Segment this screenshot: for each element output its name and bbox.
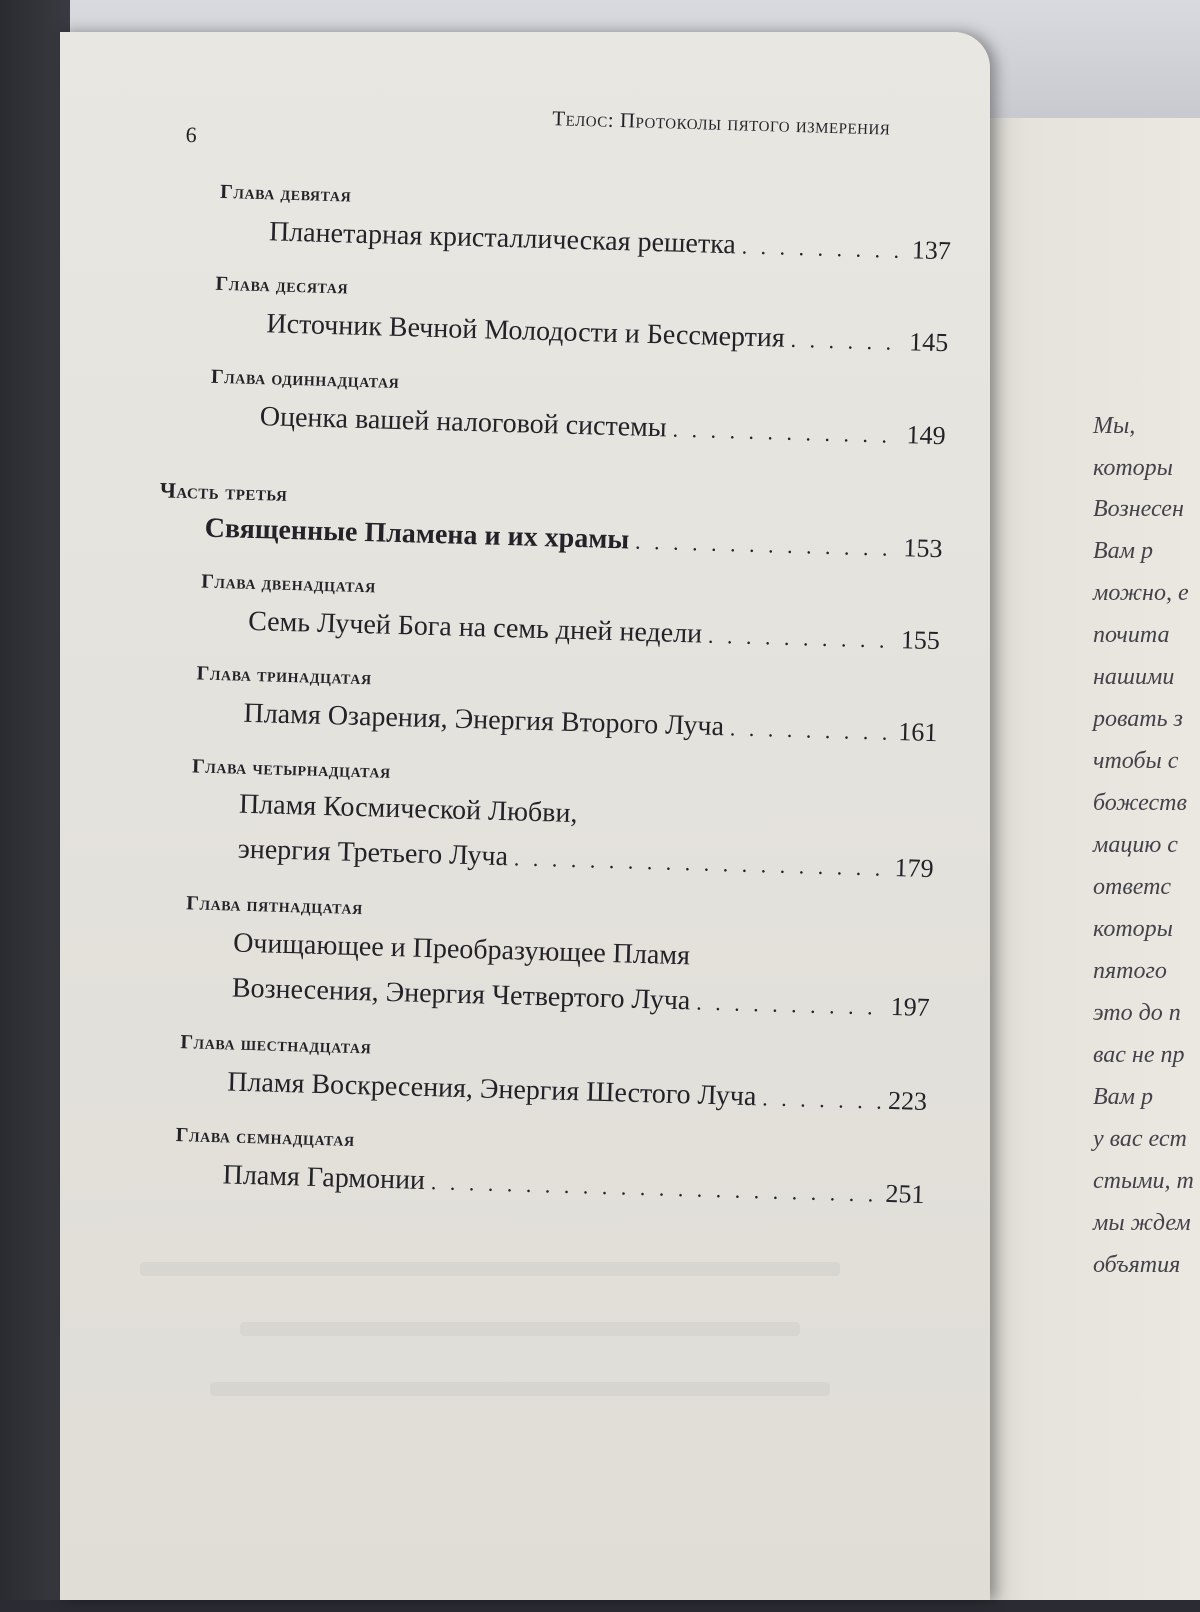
toc-entry-title: Пламя Воскресения, Энергия Шестого Луча	[226, 1066, 757, 1113]
toc-page-number: 161	[897, 717, 938, 748]
toc-entry[interactable]	[222, 1159, 925, 1211]
dot-leader	[514, 845, 889, 881]
dot-leader	[741, 233, 906, 264]
toc-page-number: 223	[887, 1085, 928, 1116]
chapter-label: Глава девятая	[219, 180, 352, 207]
toc-entry-title-line[interactable]: Очищающее и Преобразующее Пламя	[232, 927, 691, 972]
toc-entry-title: Вознесения, Энергия Четвертого Луча	[231, 972, 691, 1017]
facing-page-line: можно, е	[1093, 580, 1189, 606]
facing-page-line: это до п	[1093, 1000, 1181, 1026]
toc-content	[33, 19, 1006, 1612]
chapter-label: Глава шестнадцатая	[180, 1031, 372, 1059]
facing-page-line: у вас ест	[1093, 1126, 1187, 1152]
facing-page-line: мацию с	[1093, 832, 1178, 858]
toc-entry-title: Пламя Озарения, Энергия Второго Луча	[243, 697, 725, 743]
facing-page-line: нашими	[1093, 664, 1175, 690]
chapter-label: Глава пятнадцатая	[185, 892, 364, 920]
facing-page-line: объятия	[1093, 1252, 1181, 1278]
toc-page-number: 197	[890, 991, 931, 1023]
toc-entry[interactable]	[243, 698, 938, 749]
facing-page-line: стыми, т	[1093, 1168, 1194, 1194]
running-head: Телос: Протоколы пятого измерения	[552, 106, 891, 140]
toc-entry-title: Оценка вашей налоговой системы	[259, 401, 668, 444]
facing-page-line: пятого	[1093, 958, 1167, 984]
facing-page-line: ровать з	[1093, 706, 1183, 732]
toc-entry[interactable]	[266, 308, 949, 359]
chapter-label: Глава четырнадцатая	[191, 755, 392, 783]
dot-leader	[635, 529, 898, 562]
facing-page-line: вас не пр	[1093, 1042, 1185, 1068]
chapter-label: Глава одиннадцатая	[210, 365, 400, 393]
dot-leader	[672, 417, 901, 449]
part-title-entry[interactable]	[204, 513, 943, 566]
chapter-label: Глава тринадцатая	[196, 662, 373, 690]
toc-page-number: 137	[911, 235, 952, 266]
toc-entry-title: Пламя Гармонии	[222, 1159, 426, 1196]
toc-page-number: 179	[894, 852, 934, 884]
toc-page-number: 149	[906, 420, 947, 451]
toc-page-number: 155	[900, 625, 941, 656]
chapter-label: Глава двенадцатая	[200, 570, 377, 598]
toc-page-number: 153	[903, 533, 943, 564]
toc-entry-title: Семь Лучей Бога на семь дней недели	[247, 605, 703, 650]
dot-leader	[431, 1169, 880, 1208]
toc-entry-title-line[interactable]: Пламя Космической Любви,	[238, 788, 578, 830]
toc-entry[interactable]	[227, 1066, 928, 1118]
chapter-label: Глава десятая	[215, 272, 349, 299]
toc-entry[interactable]	[259, 401, 946, 452]
toc-entry[interactable]	[269, 216, 952, 267]
toc-entry-title: энергия Третьего Луча	[237, 833, 509, 873]
page-number: 6	[185, 121, 198, 148]
facing-page	[985, 118, 1200, 1600]
dot-leader	[708, 623, 896, 654]
toc-entry[interactable]	[237, 834, 934, 885]
facing-page-line: Мы,	[1093, 413, 1136, 439]
toc-entry[interactable]	[248, 606, 941, 657]
chapter-label: Глава семнадцатая	[175, 1124, 356, 1152]
toc-entry-title: Планетарная кристаллическая решетка	[268, 216, 737, 261]
facing-page-line: божеств	[1093, 790, 1187, 816]
toc-page	[60, 32, 990, 1600]
toc-page-number: 251	[885, 1178, 925, 1209]
facing-page-line: почита	[1093, 622, 1170, 648]
facing-page-line: чтобы с	[1093, 748, 1179, 774]
dot-leader	[762, 1085, 882, 1114]
dot-leader	[696, 990, 885, 1021]
facing-page-line: Вам р	[1093, 538, 1153, 564]
facing-page-line: мы ждем	[1093, 1210, 1191, 1236]
toc-entry-title: Источник Вечной Молодости и Бессмертия	[266, 308, 786, 354]
facing-page-line: ответс	[1093, 874, 1172, 900]
facing-page-line: Вознесен	[1093, 496, 1184, 522]
part-label: Часть третья	[159, 477, 288, 506]
toc-entry[interactable]	[231, 973, 930, 1024]
toc-page-number: 145	[908, 327, 949, 358]
part-title: Священные Пламена и их храмы	[204, 512, 630, 556]
dot-leader	[730, 715, 893, 746]
facing-page-line: Вам р	[1093, 1084, 1153, 1110]
facing-page-line: которы	[1093, 455, 1173, 481]
dot-leader	[790, 327, 903, 356]
facing-page-line: которы	[1093, 916, 1173, 942]
